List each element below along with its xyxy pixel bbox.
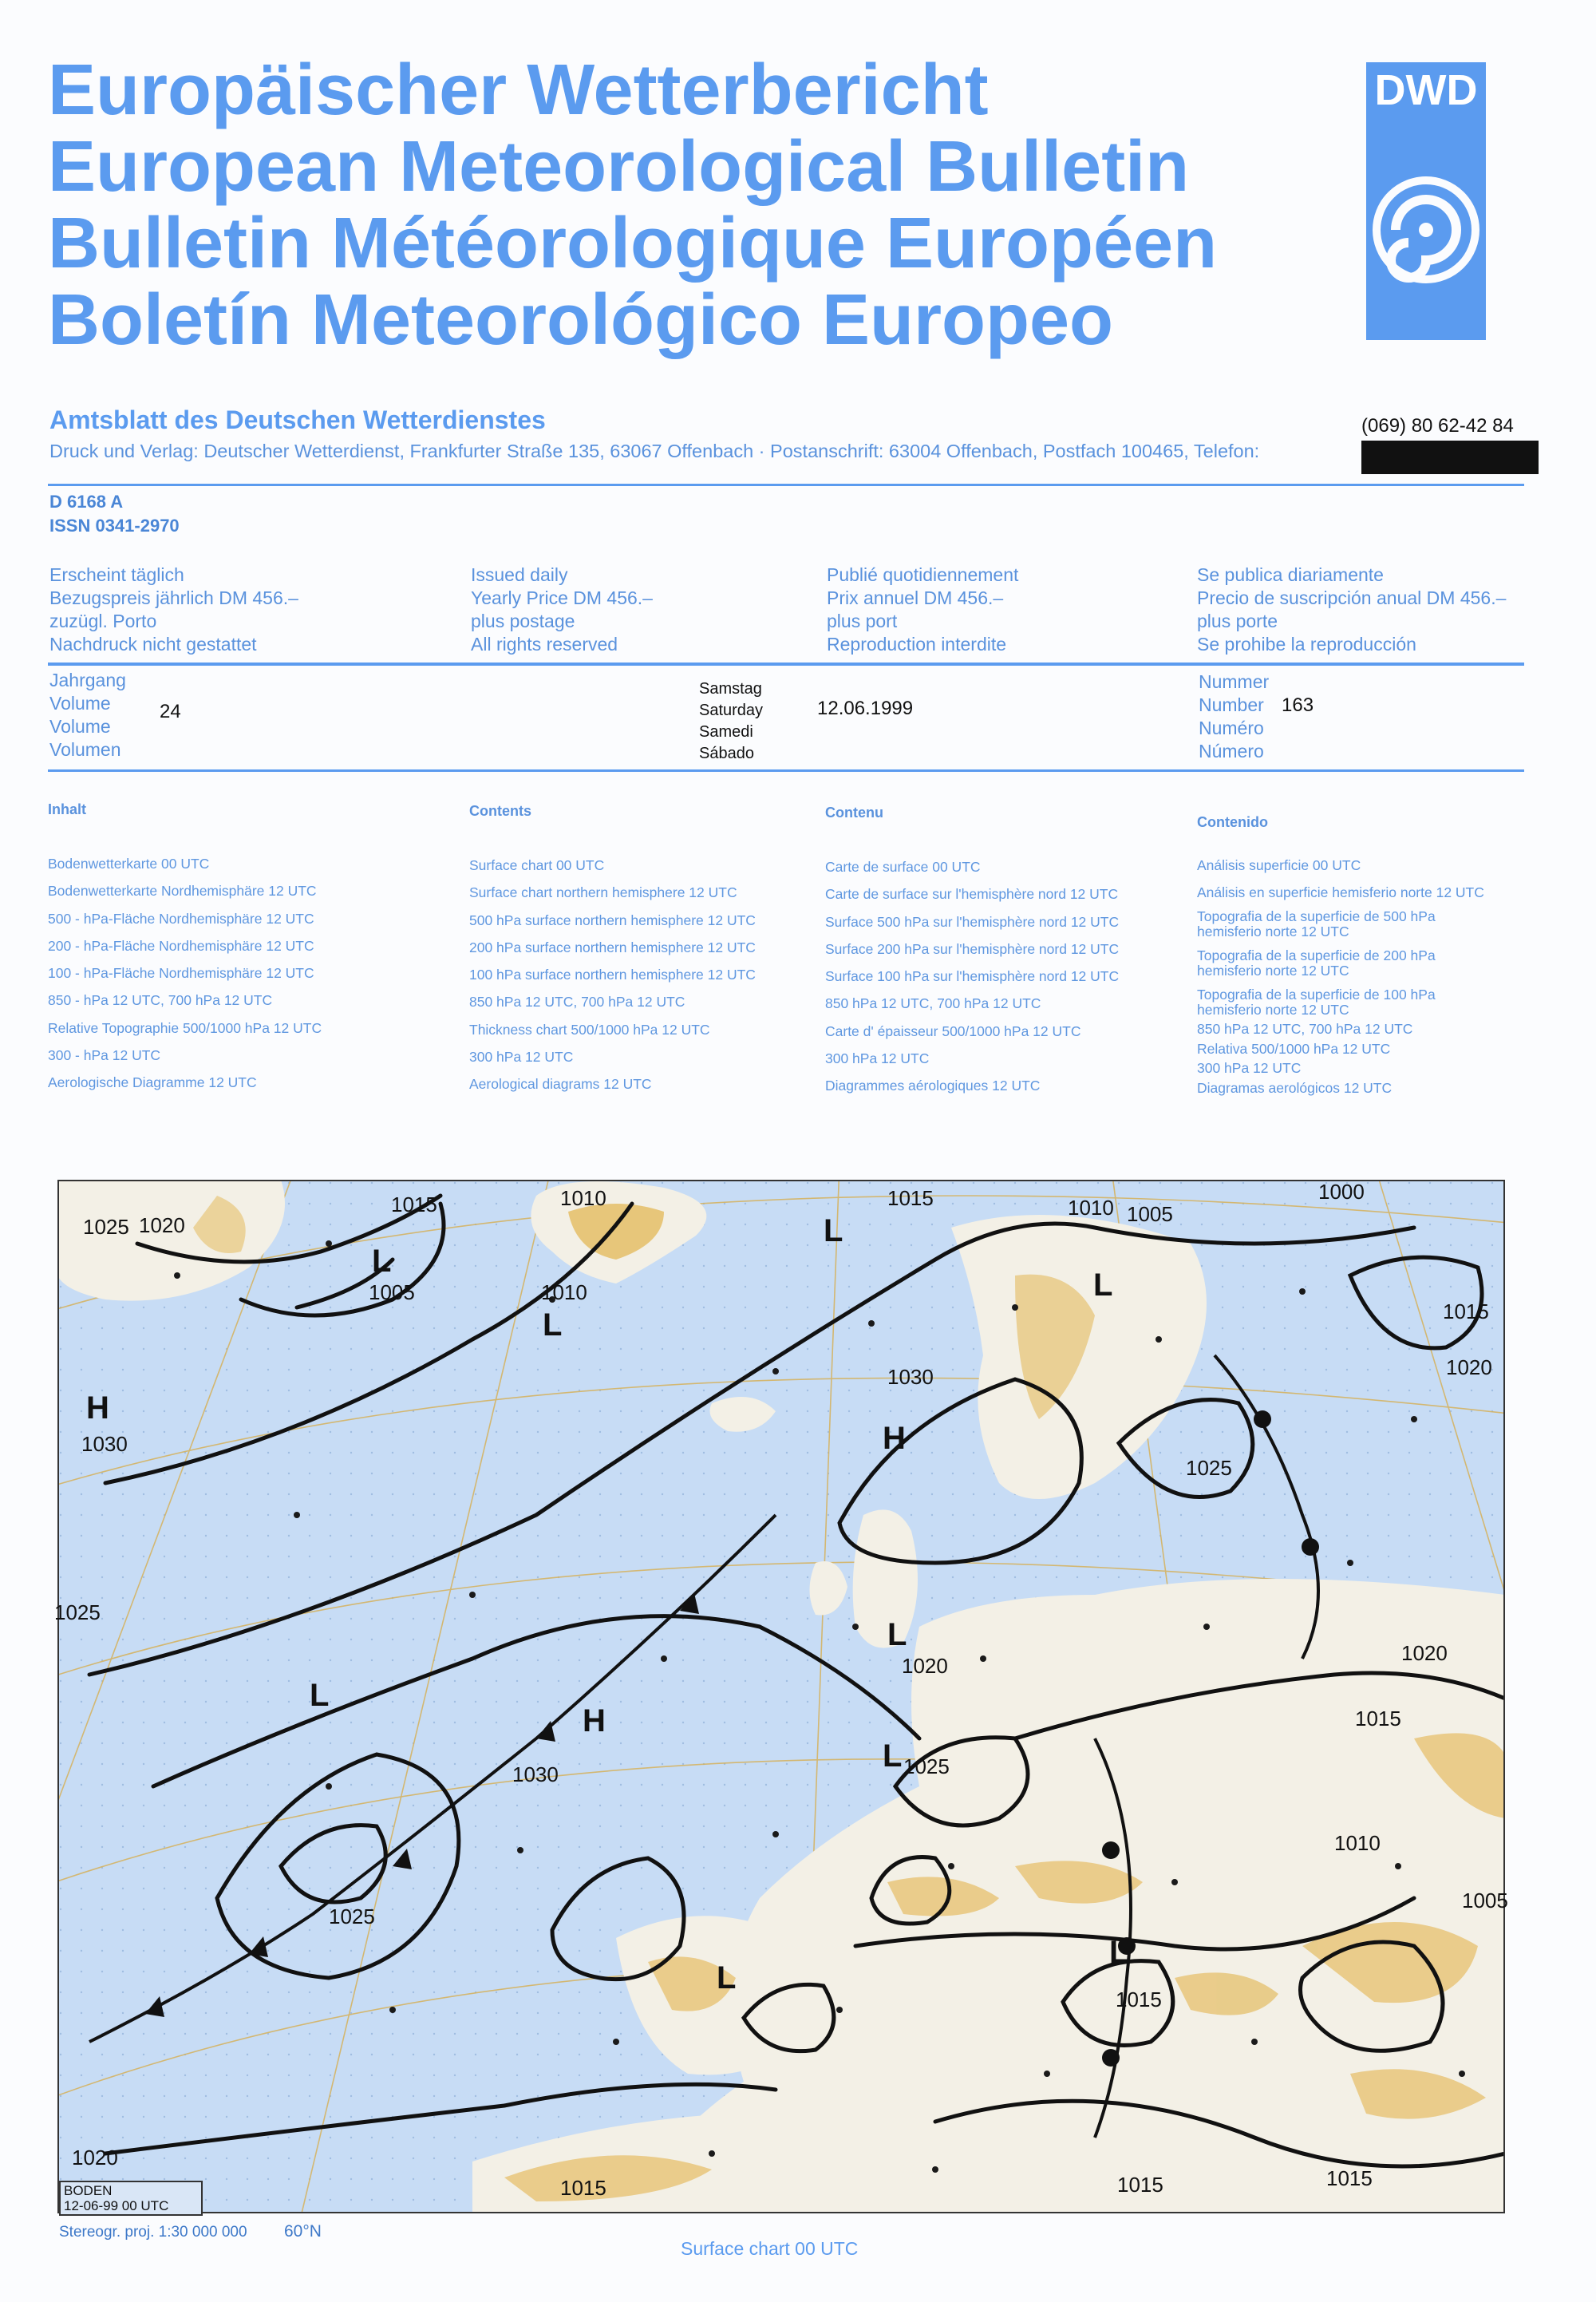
isobar-label: 1010 (541, 1280, 587, 1304)
contents-item: Relativa 500/1000 hPa 12 UTC (1197, 1040, 1391, 1057)
dwd-logo (1366, 62, 1486, 340)
contents-item: Surface 500 hPa sur l'hemisphère nord 12 UTC (825, 913, 1120, 930)
volume-label: Volumen (49, 739, 121, 760)
low-pressure-center: L (543, 1307, 563, 1343)
terms-line: Reproduction interdite (827, 634, 1007, 655)
title-english: European Meteorological Bulletin (48, 127, 1190, 207)
map-latitude: 60°N (284, 2222, 322, 2241)
volume-label: Volume (49, 693, 111, 714)
rule-bottom (48, 769, 1524, 772)
contents-item: 300 hPa 12 UTC (1197, 1060, 1302, 1076)
contents-item: 300 hPa 12 UTC (825, 1050, 930, 1067)
isobar-label: 1010 (560, 1186, 606, 1210)
terms-line: Nachdruck nicht gestattet (49, 634, 257, 655)
day-label: Saturday (699, 702, 764, 719)
low-pressure-center: L (887, 1617, 907, 1652)
high-pressure-center: H (86, 1390, 109, 1426)
terms-line: plus porte (1197, 611, 1278, 631)
weather-map-svg (57, 1180, 1505, 2213)
contents-item: Diagrammes aérologiques 12 UTC (825, 1078, 1041, 1094)
contents-heading: Contenido (1197, 814, 1268, 830)
low-pressure-center: L (372, 1244, 392, 1279)
contents-item: Carte de surface sur l'hemisphère nord 12 UTC (825, 886, 1119, 903)
isobar-label: 1020 (72, 2146, 118, 2169)
contents-item: 300 hPa 12 UTC (469, 1049, 574, 1066)
contents-german (48, 801, 447, 1097)
volume-value: 24 (160, 701, 181, 722)
terms-line: zuzügl. Porto (49, 611, 157, 631)
title-german: Europäischer Wetterbericht (48, 50, 989, 130)
terms-english (471, 564, 653, 656)
isobar-label: 1020 (1446, 1355, 1492, 1379)
issn: ISSN 0341-2970 (49, 516, 180, 536)
contents-heading: Contents (469, 803, 531, 819)
day-label: Samedi (699, 723, 753, 741)
isobar-label: 1030 (887, 1365, 934, 1389)
isobar-label: 1025 (903, 1754, 950, 1778)
publisher-title: Amtsblatt des Deutschen Wetterdienstes (49, 405, 546, 434)
contents-item: Análisis en superficie hemisferio norte 12 UTC (1197, 884, 1484, 900)
contents-item: Surface 100 hPa sur l'hemisphère nord 12 UTC (825, 968, 1120, 985)
terms-line: Se prohibe la reproducción (1197, 634, 1416, 655)
contents-item: 300 - hPa 12 UTC (48, 1047, 161, 1064)
low-pressure-center: L (883, 1738, 903, 1774)
swirl-icon (1366, 118, 1486, 340)
contents-item: Aerologische Diagramme 12 UTC (48, 1074, 257, 1091)
terms-line: Issued daily (471, 564, 568, 585)
low-pressure-center: L (824, 1213, 843, 1248)
contents-item: 850 hPa 12 UTC, 700 hPa 12 UTC (825, 995, 1041, 1012)
contents-item: Relative Topographie 500/1000 hPa 12 UTC (48, 1019, 322, 1036)
isobar-label: 1030 (512, 1762, 559, 1786)
map-projection: Stereogr. proj. 1:30 000 000 (59, 2224, 247, 2241)
isobar-label: 1015 (1355, 1707, 1401, 1730)
contents-item: Topografia de la superficie de 100 hPa hemisferio norte 12 UTC (1197, 987, 1436, 1018)
isobar-label: 1015 (1116, 1988, 1162, 2011)
isobar-label: 1025 (329, 1904, 375, 1928)
isobar-label: 1010 (1068, 1196, 1114, 1220)
logo-text: DWD (1374, 66, 1478, 114)
terms-line: plus postage (471, 611, 575, 631)
isobar-label: 1005 (369, 1280, 415, 1304)
number-labels (1199, 670, 1269, 763)
low-pressure-center: L (1109, 1935, 1129, 1970)
number-label: Nummer (1199, 671, 1270, 692)
phone-number: (069) 80 62-42 84 (1361, 415, 1514, 437)
publisher-address: Druck und Verlag: Deutscher Wetterdienst, Frankfurter Straße 135, 63067 Offenbach · Postanschrift: 63004 Offenbach, Postfach 100465, Telefon: (49, 441, 1260, 461)
contents-item: Carte de surface 00 UTC (825, 859, 981, 875)
isobar-label: 1015 (560, 2176, 606, 2200)
terms-line: plus port (827, 611, 898, 631)
isobar-label: 1015 (1117, 2173, 1163, 2197)
title-french: Bulletin Météorologique Européen (48, 204, 1218, 283)
contents-spanish (1197, 814, 1484, 1095)
contents-item: Aerological diagrams 12 UTC (469, 1076, 652, 1093)
contents-item: 100 - hPa-Fläche Nordhemisphäre 12 UTC (48, 965, 314, 982)
surface-weather-map (54, 1180, 1508, 2213)
rule-top (48, 484, 1524, 486)
contents-item: 200 - hPa-Fläche Nordhemisphäre 12 UTC (48, 937, 314, 954)
volume-label: Volume (49, 716, 111, 737)
title-spanish: Boletín Meteorológico Europeo (48, 280, 1114, 360)
isobar-label: 1015 (1326, 2166, 1373, 2190)
isobar-label: 1025 (54, 1600, 101, 1624)
isobar-label: 1015 (887, 1186, 934, 1210)
terms-line: Prix annuel DM 456.– (827, 587, 1004, 608)
isobar-label: 1005 (1462, 1889, 1508, 1912)
stamp-line: BODEN (64, 2183, 113, 2198)
isobar-label: 1000 (1318, 1180, 1365, 1204)
volume-label: Jahrgang (49, 670, 126, 690)
contents-item: 850 hPa 12 UTC, 700 hPa 12 UTC (469, 994, 685, 1011)
terms-line: Precio de suscripción anual DM 456.– (1197, 587, 1507, 608)
contents-item: Bodenwetterkarte Nordhemisphäre 12 UTC (48, 883, 317, 900)
contents-item: 850 - hPa 12 UTC, 700 hPa 12 UTC (48, 992, 273, 1009)
terms-line: Erscheint täglich (49, 564, 184, 585)
isobar-label: 1020 (139, 1213, 185, 1237)
contents-item: Diagramas aerológicos 12 UTC (1197, 1079, 1393, 1096)
contents-heading: Contenu (825, 805, 883, 821)
number-label: Número (1199, 741, 1264, 761)
terms-spanish (1197, 564, 1506, 656)
contents-heading: Inhalt (48, 801, 86, 817)
stamp-line: 12-06-99 00 UTC (64, 2198, 169, 2213)
low-pressure-center: L (310, 1678, 330, 1713)
contents-english (469, 803, 820, 1098)
number-label: Number (1199, 694, 1264, 715)
contents-item: Carte d' épaisseur 500/1000 hPa 12 UTC (825, 1022, 1081, 1039)
isobar-label: 1025 (83, 1215, 129, 1239)
map-caption: Surface chart 00 UTC (681, 2238, 859, 2259)
contents-item: 200 hPa surface northern hemisphere 12 UTC (469, 939, 756, 955)
high-pressure-center: H (883, 1421, 906, 1456)
day-label: Sábado (699, 745, 754, 762)
rule-middle (48, 663, 1524, 666)
low-pressure-center: L (1093, 1268, 1113, 1303)
publication-codes (49, 490, 180, 538)
contents-item: Surface chart northern hemisphere 12 UTC (469, 884, 737, 901)
isobar-label: 1015 (391, 1193, 437, 1216)
isobar-label: 1025 (1186, 1456, 1232, 1480)
terms-line: Yearly Price DM 456.– (471, 587, 653, 608)
terms-line: Se publica diariamente (1197, 564, 1384, 585)
contents-item: Topografia de la superficie de 200 hPa hemisferio norte 12 UTC (1197, 947, 1436, 979)
volume-labels (49, 669, 126, 761)
isobar-label: 1005 (1127, 1202, 1173, 1226)
contents-item: 850 hPa 12 UTC, 700 hPa 12 UTC (1197, 1021, 1413, 1037)
contents-item: Surface 200 hPa sur l'hemisphère nord 12 UTC (825, 940, 1120, 957)
contents-item: 100 hPa surface northern hemisphere 12 UTC (469, 967, 756, 983)
contents-item: Thickness chart 500/1000 hPa 12 UTC (469, 1021, 710, 1038)
contents-item: Bodenwetterkarte 00 UTC (48, 856, 210, 872)
contents-item: Análisis superficie 00 UTC (1197, 857, 1361, 873)
number-value: 163 (1282, 694, 1314, 716)
terms-french (827, 564, 1018, 656)
terms-german (49, 564, 298, 656)
isobar-label: 1030 (81, 1432, 128, 1456)
day-label: Samstag (699, 680, 762, 698)
isobar-label: 1020 (1401, 1641, 1448, 1665)
day-labels (699, 678, 763, 765)
contents-french (825, 805, 1184, 1100)
number-label: Numéro (1199, 718, 1264, 738)
terms-line: All rights reserved (471, 634, 618, 655)
terms-line: Bezugspreis jährlich DM 456.– (49, 587, 298, 608)
terms-line: Publié quotidiennement (827, 564, 1019, 585)
high-pressure-center: H (583, 1703, 606, 1738)
issue-date: 12.06.1999 (817, 698, 914, 719)
isobar-label: 1020 (902, 1654, 948, 1678)
isobar-label: 1015 (1443, 1299, 1489, 1323)
contents-item: Surface chart 00 UTC (469, 857, 605, 873)
postal-code: D 6168 A (49, 492, 124, 512)
low-pressure-center: L (717, 1960, 737, 1995)
redaction-bar (1361, 441, 1539, 474)
isobar-label: 1010 (1334, 1831, 1381, 1855)
contents-item: 500 hPa surface northern hemisphere 12 UTC (469, 912, 756, 928)
map-stamp (59, 2181, 203, 2216)
contents-item: 500 - hPa-Fläche Nordhemisphäre 12 UTC (48, 910, 314, 927)
contents-item: Topografia de la superficie de 500 hPa hemisferio norte 12 UTC (1197, 908, 1436, 939)
